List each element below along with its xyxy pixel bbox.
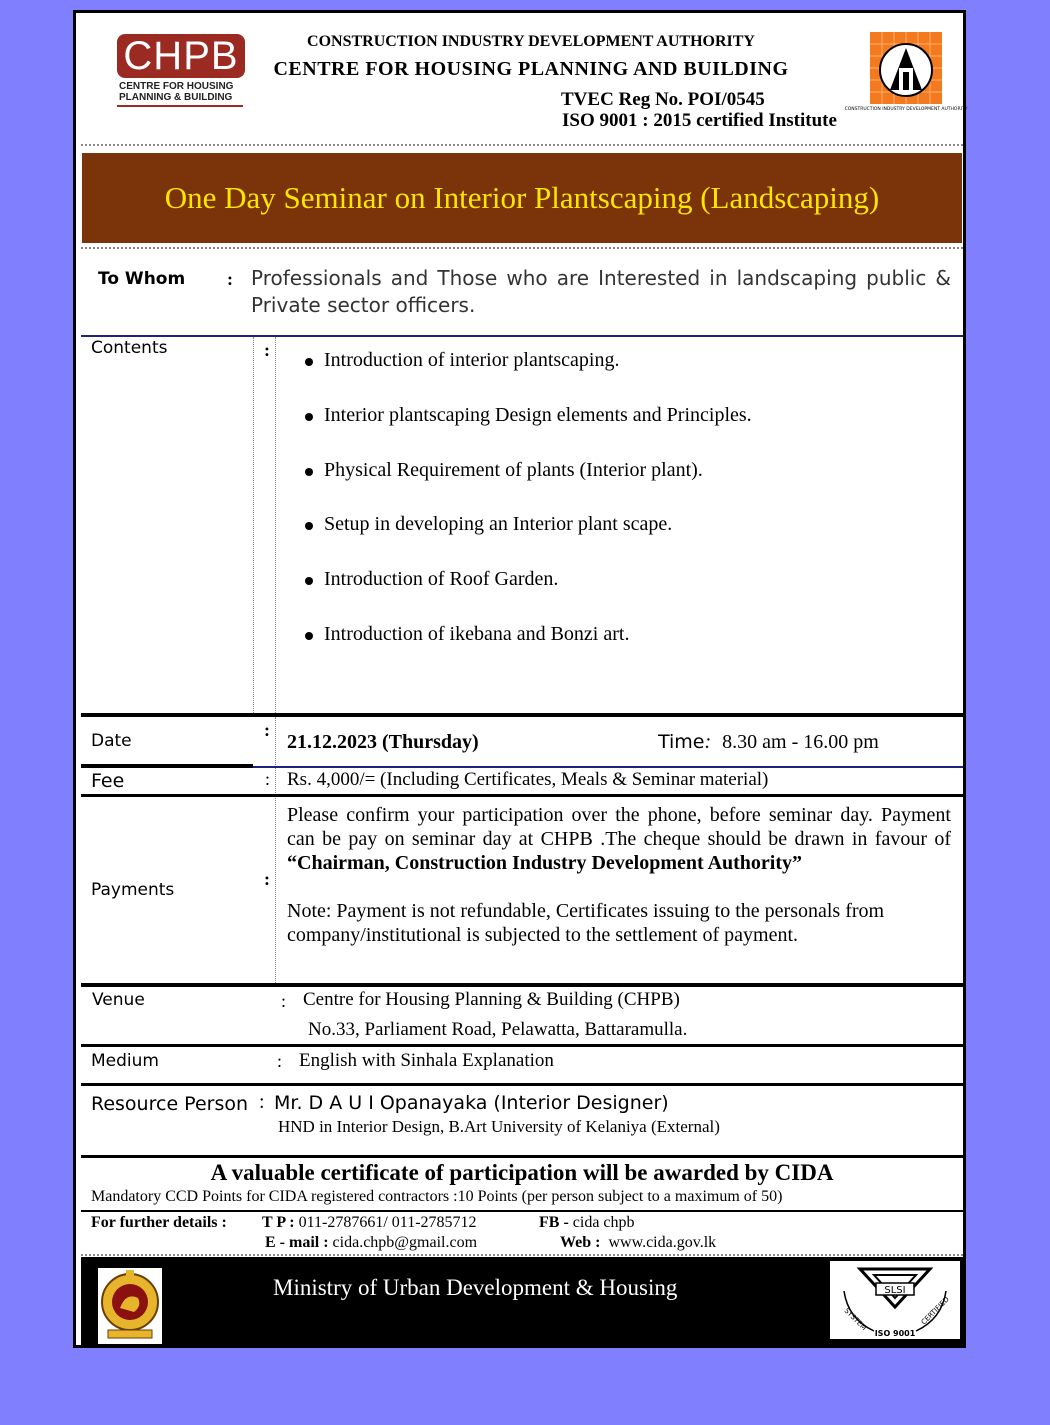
phone-value: 011-2787661/ 011-2785712 [298,1214,477,1231]
seminar-title: One Day Seminar on Interior Plantscaping (Landscaping) [82,153,962,243]
medium-value: English with Sinhala Explanation [299,1050,554,1071]
venue-line1: Centre for Housing Planning & Building (CHPB) [303,989,680,1010]
slsi-left: SYSTEM [842,1306,868,1333]
tvec-reg: TVEC Reg No. POI/0545 [561,89,765,110]
contents-list [301,349,752,678]
to-whom-colon: : [227,269,233,289]
slsi-logo [830,1261,960,1339]
slsi-right: CERTIFIED [919,1295,951,1327]
divider [81,1044,963,1047]
slsi-iso: ISO 9001 [874,1329,916,1338]
date-value: 21.12.2023 (Thursday) [287,731,479,753]
divider [253,337,254,713]
divider [81,1083,963,1086]
time-label: Time [658,731,705,753]
payments-colon: : [264,869,270,889]
cida-logo [844,32,968,116]
fb-value: cida chpb [572,1214,635,1231]
payments-label: Payments [91,880,175,900]
venue-colon: : [281,991,287,1011]
org-name: CONSTRUCTION INDUSTRY DEVELOPMENT AUTHORITY [307,33,755,50]
contents-item: Introduction of Roof Garden. [301,568,752,623]
date-colon: : [264,720,270,740]
resource-qualification: HND in Interior Design, B.Art University of Kelaniya (External) [278,1117,720,1136]
footer-divider [81,1254,963,1256]
slsi-label: SLSI [884,1285,906,1296]
seminar-flyer [73,10,966,1348]
chpb-logo [117,34,245,107]
to-whom-text: Professionals and Those who are Interested in landscaping public & Private sector officers. [251,266,951,317]
web-value: www.cida.gov.lk [608,1234,717,1251]
details-email [265,1234,477,1252]
medium-colon: : [277,1051,283,1071]
time-value: 8.30 am - 16.00 pm [722,731,879,753]
venue-label: Venue [92,990,145,1010]
divider [81,983,963,987]
divider [81,1155,963,1158]
contents-label: Contents [91,338,168,358]
divider [275,717,276,987]
to-whom-label: To Whom [98,269,186,289]
chpb-logo-text: CHPB [117,34,245,78]
medium-label: Medium [91,1051,159,1071]
header-divider [81,144,963,146]
centre-name: CENTRE FOR HOUSING PLANNING AND BUILDING [273,58,789,80]
contents-colon: : [264,340,270,360]
payments-payee: “Chairman, Construction Industry Development Authority” [287,852,803,874]
fee-value: Rs. 4,000/= (Including Certificates, Meals & Seminar material) [287,769,769,790]
time-block [658,731,879,754]
ccd-points: Mandatory CCD Points for CIDA registered contractors :10 Points (per person subject to a maximum of 50) [91,1188,783,1205]
fee-colon: : [265,769,271,789]
details-web [560,1234,716,1252]
divider [253,766,963,768]
chpb-logo-sub-1: CENTRE FOR HOUSING [119,81,234,92]
cida-logo-caption: CONSTRUCTION INDUSTRY DEVELOPMENT AUTHORITY [844,107,968,112]
time-colon: : [704,731,712,753]
details-label: For further details : [91,1214,227,1231]
resource-name: Mr. D A U I Opanayaka (Interior Designer) [274,1092,669,1114]
divider [81,1210,963,1212]
iso-cert: ISO 9001 : 2015 certified Institute [562,110,837,131]
title-divider [81,247,963,249]
contents-item: Setup in developing an Interior plant scape. [301,513,752,568]
details-phone [262,1214,477,1232]
resource-colon: : [259,1091,265,1113]
resource-label: Resource Person [91,1093,249,1115]
chpb-logo-underline [117,105,243,107]
divider [81,713,963,717]
certificate-headline: A valuable certificate of participation will be awarded by CIDA [210,1160,834,1185]
contents-item: Interior plantscaping Design elements and Principles. [301,404,752,459]
chpb-logo-sub-2: PLANNING & BUILDING [119,92,233,103]
venue-line2: No.33, Parliament Road, Pelawatta, Battaramulla. [308,1019,688,1040]
divider [81,764,253,768]
contents-item: Physical Requirement of plants (Interior plant). [301,459,752,514]
phone-label: T P : [262,1214,295,1231]
email-label: E - mail : [265,1234,329,1251]
divider [275,337,276,713]
contents-item: Introduction of interior plantscaping. [301,349,752,404]
email-value: cida.chpb@gmail.com [332,1234,478,1251]
sri-lanka-emblem [98,1268,162,1344]
web-label: Web : [560,1234,601,1251]
contents-item: Introduction of ikebana and Bonzi art. [301,623,752,678]
payments-note: Note: Payment is not refundable, Certificates issuing to the personals from company/institutional is subjected to the settlement of payment. [287,900,885,946]
fb-label: FB - [539,1214,569,1231]
date-label: Date [91,731,132,751]
divider [81,794,963,797]
details-fb [539,1214,635,1232]
payments-text [287,803,951,947]
ministry-name: Ministry of Urban Development & Housing [273,1275,678,1300]
fee-label: Fee [91,770,125,792]
payments-intro: Please confirm your participation over the phone, before seminar day. Payment can be pay on seminar day at CHPB .The cheque should be drawn in favour of [287,804,951,850]
divider [81,335,963,337]
